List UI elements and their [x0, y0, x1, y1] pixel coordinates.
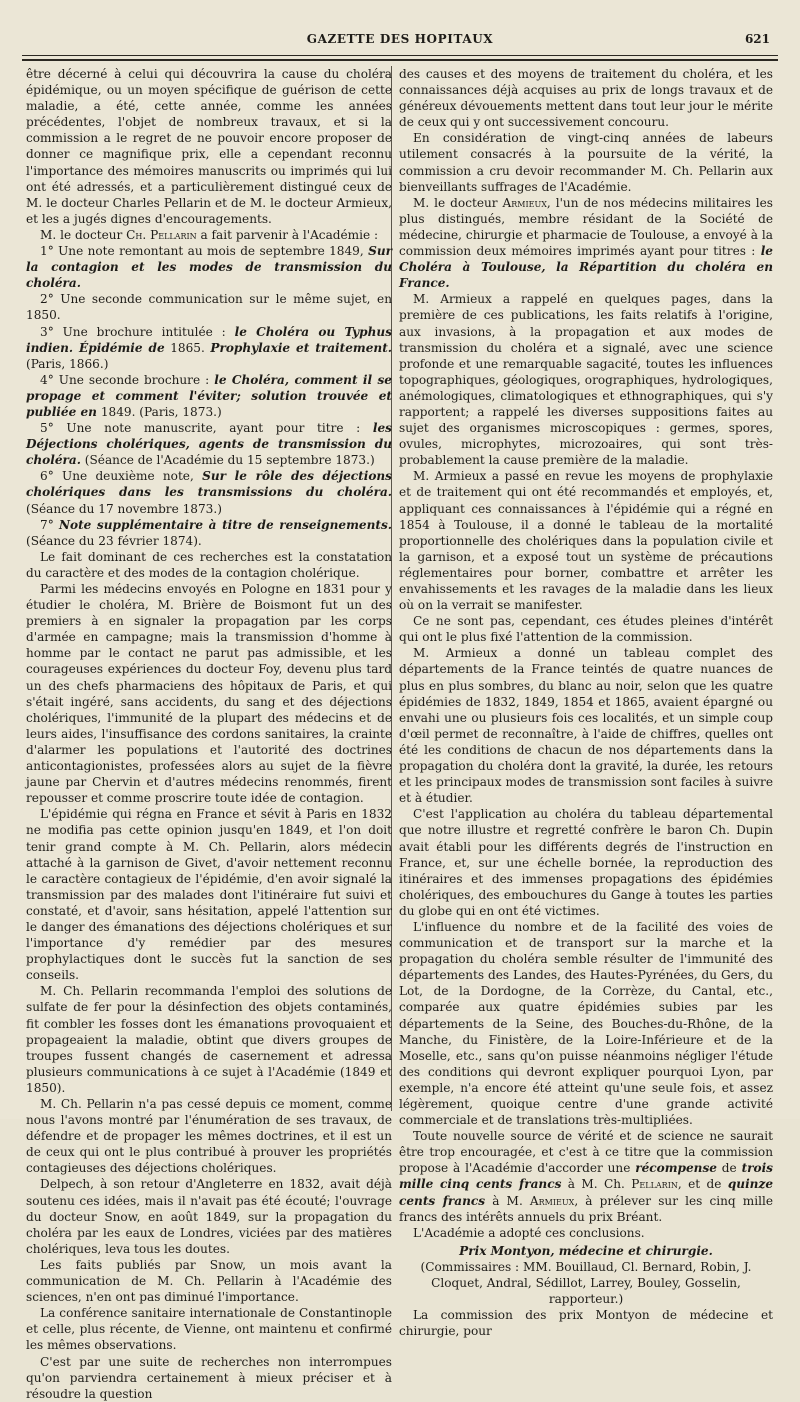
paragraph: M. Ch. Pellarin recommanda l'emploi des solutions de sulfate de fer pour la désinfection des objets contaminés, fit combler les fosses dont les émanations provoquaient et propageaient la maladie, obtint que divers groupes de troupes fussent changés de casernement et adressa plusieurs communications à ce sujet à l'Académie (1849 et 1850).	[26, 984, 392, 1095]
paragraph: L'influence du nombre et de la facilité des voies de communication et de transport sur la marche et la propagation du choléra semble résulter de l'immunité des départements des Landes, des Hautes-Pyrénées, du Gers, du Lot, de la Dordogne, de la Corrèze, du Cantal, etc., comparée aux quatre épidémies subies par les départements de la Seine, des Bouches-du-Rhône, de la Manche, du Finistère, de la Loire-Inférieure et de la Moselle, etc., sans qu'on puisse néanmoins négliger l'étude des conditions qui devront expliquer pourquoi Lyon, par exemple, n'a encore été atteint qu'une seule fois, et assez légèrement, quoique centre d'une grande activité commerciale et de translations très-multipliées.	[399, 919, 773, 1128]
list-item: 7° Note supplémentaire à titre de renseignements. (Séance du 23 février 1874).	[26, 517, 392, 548]
paragraph: Les faits publiés par Snow, un mois avant la communication de M. Ch. Pellarin à l'Académie des sciences, n'en ont pas diminué l'importance.	[26, 1257, 392, 1305]
paragraph: L'épidémie qui régna en France et sévit à Paris en 1832 ne modifia pas cette opinion jusqu'en 1849, et l'on doit tenir grand compte à M. Ch. Pellarin, alors médecin attaché à la garnison de Givet, d'avoir nettement reconnu le caractère contagieux de l'épidémie, d'en avoir signalé la transmission par des malades dont l'itinéraire fut suivi et constaté, et d'avoir, sans hésitation, appelé l'attention sur le danger des émanations des déjections cholériques et sur l'importance d'y remédier par des mesures prophylactiques dont le succès fut la sanction de ses conseils.	[26, 807, 392, 983]
paragraph: Le fait dominant de ces recherches est la constatation du caractère et des modes de la contagion cholérique.	[26, 549, 392, 580]
paragraph: M. le docteur Ch. Pellarin a fait parvenir à l'Académie :	[40, 227, 379, 242]
left-column	[26, 66, 392, 1402]
list-item: 1° Une note remontant au mois de septembre 1849, Sur la contagion et les modes de transmission du choléra.	[26, 244, 392, 291]
commission-list: (Commissaires : MM. Bouillaud, Cl. Bernard, Robin, J. Cloquet, Andral, Sédillot, Larrey, Bouley, Gosselin, rapporteur.)	[420, 1259, 752, 1307]
list-item: 4° Une seconde brochure : le Choléra, comment il se propage et comment l'éviter; solution trouvée et publiée en 1849. (Paris, 1873.)	[26, 372, 392, 419]
paragraph: Delpech, à son retour d'Angleterre en 1832, avait déjà soutenu ces idées, mais il n'avait pas été écouté; l'ouvrage du docteur Snow, en août 1849, sur la propagation du choléra par les eaux de Londres, viciées par des matières cholériques, leva tous les doutes.	[26, 1177, 392, 1256]
section-heading: Prix Montyon, médecine et chirurgie.	[459, 1243, 713, 1258]
list-item: 3° Une brochure intitulée : le Choléra ou Typhus indien. Épidémie de 1865. Prophylaxie et traitement. (Paris, 1866.)	[26, 324, 393, 371]
paragraph: La conférence sanitaire internationale de Constantinople et celle, plus récente, de Vienne, ont maintenu et confirmé les mêmes observations.	[26, 1306, 392, 1353]
paragraph: M. le docteur Armieux, l'un de nos médecins militaires les plus distingués, membre résidant de la Société de médecine, chirurgie et pharmacie de Toulouse, a envoyé à la commission deux mémoires imprimés ayant pour titres : le Choléra à Toulouse, la Répartition du choléra en France.	[399, 195, 773, 291]
author-name: Armieux	[502, 195, 547, 210]
paragraph: La commission des prix Montyon de médecine et chirurgie, pour	[399, 1308, 773, 1339]
paragraph: Ce ne sont pas, cependant, ces études pleines d'intérêt qui ont le plus fixé l'attention de la commission.	[399, 614, 773, 645]
list-item: 2° Une seconde communication sur le même sujet, en 1850.	[26, 292, 392, 323]
paragraph: M. Armieux a rappelé en quelques pages, dans la première de ces publications, les faits relatifs à l'origine, aux invasions, à la propagation et aux modes de transmission du choléra et a signalé, avec une science profonde et une remarquable sagacité, toutes les influences topographiques, géologiques, orographiques, hydrologiques, anémologiques, climatologiques et ethnographiques, qui s'y rapportent; a rappelé les diverses suppositions faites au sujet des organismes microscopiques : germes, spores, ovules, microphytes, microzoaires, qui sont très-probablement la cause première de la maladie.	[399, 292, 773, 468]
list-item: 5° Une note manuscrite, ayant pour titre : les Déjections cholériques, agents de transmission du choléra. (Séance de l'Académie du 15 septembre 1873.)	[26, 421, 392, 468]
paragraph: être décerné à celui qui découvrira la cause du choléra épidémique, ou un moyen spécifique de guérison de cette maladie, a été, cette année, comme les années précédentes, l'objet de nombreux travaux, et si la commission a le regret de ne pouvoir encore proposer de donner ce magnifique prix, elle a cependant reconnu l'importance des mémoires manuscrits ou imprimés qui lui ont été adressés, et a particulièrement distingué ceux de M. le docteur Charles Pellarin et de M. le docteur Armieux, et les a jugés dignes d'encouragements.	[26, 67, 392, 226]
paragraph: C'est par une suite de recherches non interrompues qu'on parviendra certainement à mieux préciser et à résoudre la question	[26, 1354, 392, 1401]
header-rule-thick	[22, 59, 778, 61]
paragraph: En considération de vingt-cinq années de labeurs utilement consacrés à la poursuite de la vérité, la commission a cru devoir recommander M. Ch. Pellarin aux bienveillants suffrages de l'Académie.	[399, 131, 773, 194]
author-name: Ch. Pellarin	[126, 227, 197, 242]
paragraph: M. Ch. Pellarin n'a pas cessé depuis ce moment, comme nous l'avons montré par l'énumération de ses travaux, de défendre et de propager les mêmes doctrines, et il est un de ceux qui ont le plus contribué à prouver les propriétés contagieuses des déjections cholériques.	[26, 1097, 392, 1176]
journal-title: GAZETTE DES HOPITAUX	[306, 32, 494, 46]
list-item: 6° Une deuxième note, Sur le rôle des déjections cholériques dans les transmissions du choléra. (Séance du 17 novembre 1873.)	[26, 469, 392, 516]
paragraph: Parmi les médecins envoyés en Pologne en 1831 pour y étudier le choléra, M. Brière de Boismont fut un des premiers à en signaler la propagation par les corps d'armée en campagne; mais la transmission d'homme à homme par le contact ne parut pas admissible, et les courageuses expériences du docteur Foy, devenu plus tard un des chefs pharmaciens des hôpitaux de Paris, et qui s'était ingéré, sans accidents, du sang et des déjections cholériques, l'immunité de la plupart des médecins et de leurs aides, l'insuffisance des cordons sanitaires, la crainte d'alarmer les populations et l'autorité des doctrines anticontagionistes, professées alors au sujet de la fièvre jaune par Chervin et d'autres médecins renommés, firent repousser et comme proscrire toute idée de contagion.	[26, 582, 392, 806]
header-rule	[22, 55, 778, 56]
paragraph: des causes et des moyens de traitement du choléra, et les connaissances déjà acquises au prix de longs travaux et de généreux dévouements mettent dans tout leur jour le mérite de ceux qui y ont successivement concouru.	[399, 67, 773, 130]
paragraph: L'Académie a adopté ces conclusions.	[413, 1225, 645, 1240]
paragraph: C'est l'application au choléra du tableau départemental que notre illustre et regretté confrère le baron Ch. Dupin avait établi pour les différents degrés de l'instruction en France, et, sur une échelle bornée, la reproduction des itinéraires et des immenses propagations des épidémies cholériques, des embouchures du Gange à toutes les parties du globe qui en ont été victimes.	[399, 807, 773, 918]
paragraph: M. Armieux a donné un tableau complet des départements de la France teintés de quatre nuances de plus en plus sombres, du blanc au noir, selon que les quatre épidémies de 1832, 1849, 1854 et 1865, avaient épargné ou envahi une ou plusieurs fois ces localités, et un simple coup d'œil permet de reconnaître, à l'aide de chiffres, quelles ont été les conditions de chacun de nos départements dans la propagation du choléra dont la gravité, la durée, les retours et les principaux modes de transmission sont faciles à suivre et à étudier.	[399, 646, 773, 806]
paragraph: Toute nouvelle source de vérité et de science ne saurait être trop encouragée, et c'est à ce titre que la commission propose à l'Académie d'accorder une récompense de trois mille cinq cents francs à M. Ch. Pellarin, et de quinze cents francs à M. Armieux, à prélever sur les cinq mille francs des intérêts annuels du prix Bréant.	[399, 1129, 774, 1224]
page-header	[22, 22, 778, 52]
page-number: 621	[744, 32, 770, 46]
paragraph: M. Armieux a passé en revue les moyens de prophylaxie et de traitement qui ont été recommandés et employés, et, appliquant ces connaissances à l'épidémie qui a régné en 1854 à Toulouse, il a donné le tableau de la mortalité proportionnelle des cholériques dans la population civile et la garnison, et a exposé tout un système de précautions réglementaires pour borner, combattre et arrêter les envahissements et les ravages de la maladie dans les lieux où on la verrait se manifester.	[399, 469, 773, 613]
right-column	[399, 66, 773, 1339]
